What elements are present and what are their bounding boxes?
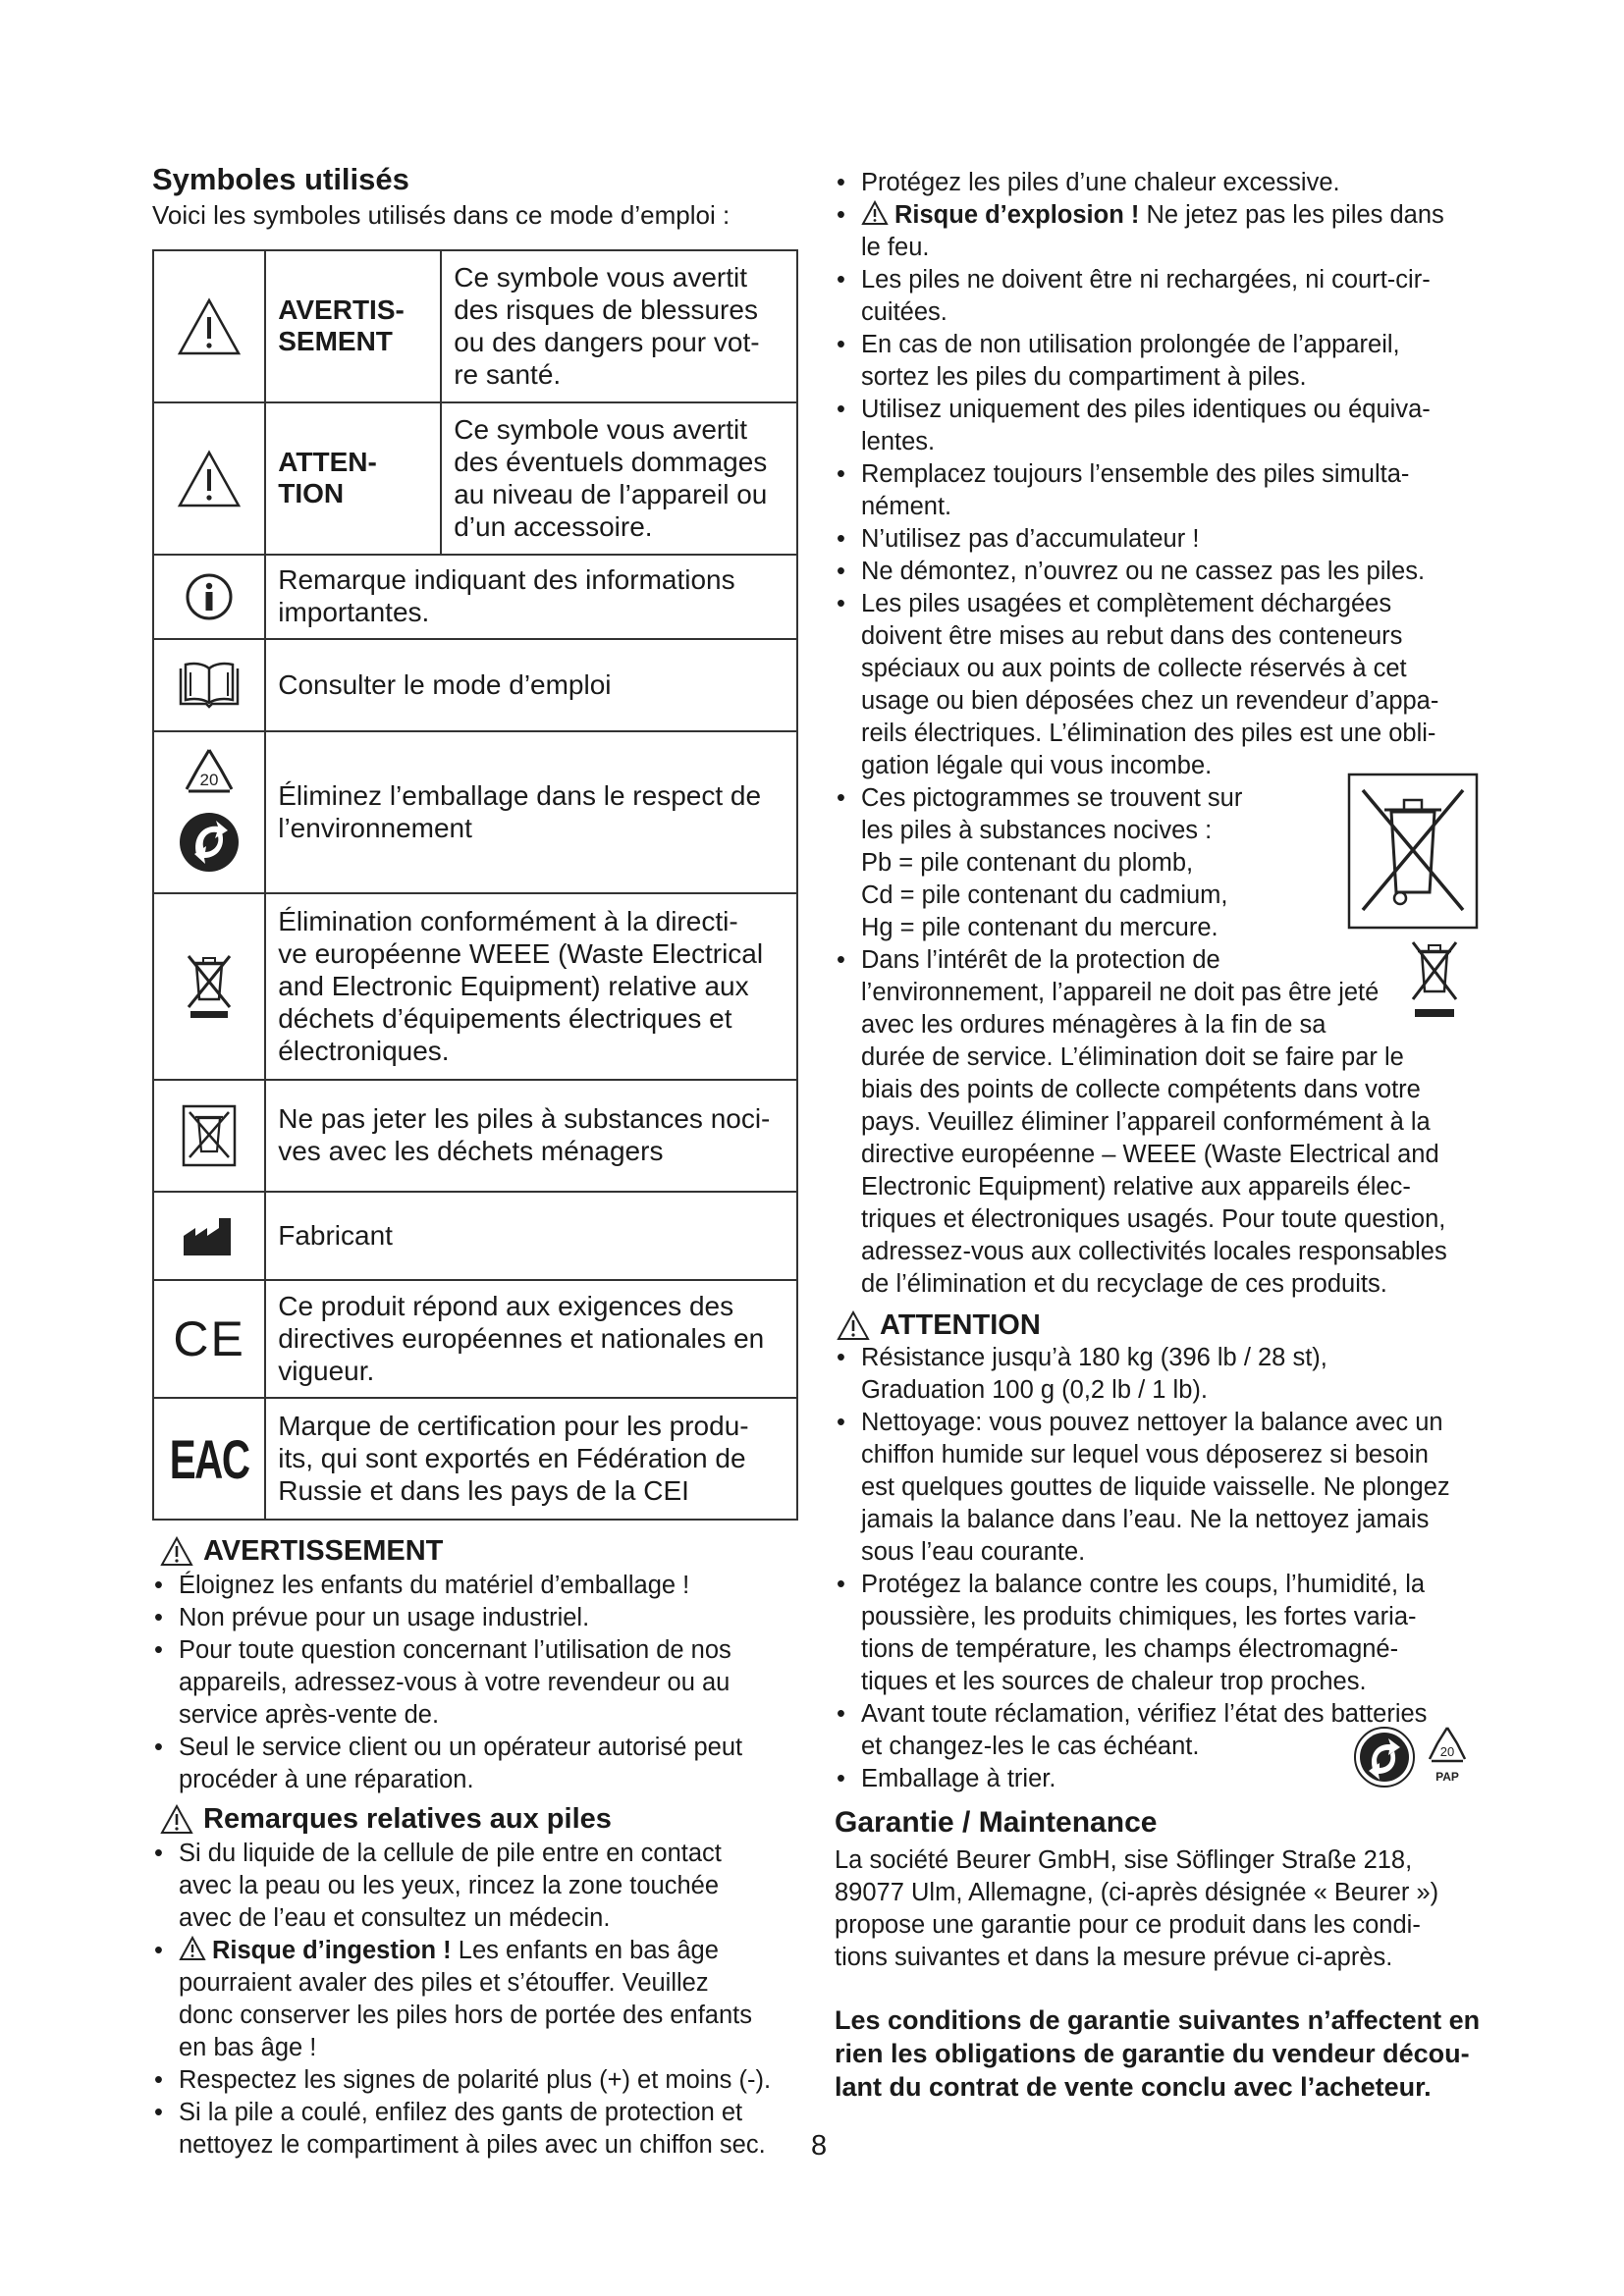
eac-mark: EAC (153, 1398, 265, 1520)
warning-label: AVERTIS- SEMENT (265, 250, 441, 402)
warning-triangle-icon (179, 1936, 206, 1961)
guarantee-heading: Garantie / Maintenance (835, 1806, 1158, 1839)
ce-mark: CE (153, 1280, 265, 1398)
attention-list (835, 1342, 1483, 1795)
recycle-symbols-icon (1345, 1720, 1483, 1794)
list-item: • Risque d’ingestion ! Les enfants en bas âge pourraient avaler des piles et s’étouffer. Veuillez donc conserver les piles hors de portée des enfants en bas âge ! (152, 1935, 800, 2064)
ce-description: Ce produit répond aux exigences des directives européennes et nationales en vigueur. (265, 1280, 797, 1398)
caution-description: Ce symbole vous avertit des éventuels dommages au niveau de l’appareil ou d’un accessoire. (441, 402, 797, 555)
guarantee-bold-paragraph: Les conditions de garantie suivantes n’affectent en rien les obligations de garantie du vendeur décou- lant du contrat de vente conclu avec l’acheteur. (835, 2005, 1481, 2102)
info-description: Remarque indiquant des informations importantes. (265, 555, 797, 639)
weee-bin-icon (153, 893, 265, 1080)
warning-triangle-icon (153, 250, 265, 402)
warning-triangle-icon (160, 1804, 193, 1835)
list-item: • Éloignez les enfants du matériel d’emballage ! (152, 1570, 800, 1602)
symbols-intro: Voici les symboles utilisés dans ce mode d’emploi : (152, 200, 731, 230)
manual-book-icon (153, 639, 265, 731)
warning-list (152, 1570, 800, 1796)
list-item: • Pour toute question concernant l’utilisation de nos appareils, adressez-vous à votre revendeur ou au service après-vente de. (152, 1634, 800, 1732)
table-row-manual (153, 639, 797, 731)
list-item: • N’utilisez pas d’accumulateur ! (835, 523, 1483, 556)
table-row-packaging (153, 731, 797, 893)
symbols-table (152, 249, 798, 1521)
eac-description: Marque de certification pour les produ- its, qui sont exportés en Fédération de Russie et dans les pays de la CEI (265, 1398, 797, 1520)
table-row-warning (153, 250, 797, 402)
weee-bin-icon (1409, 938, 1460, 1021)
table-row-caution (153, 402, 797, 555)
warning-description: Ce symbole vous avertit des risques de blessures ou des dangers pour vot- re santé. (441, 250, 797, 402)
list-item: • Si la pile a coulé, enfilez des gants de protection et nettoyez le compartiment à piles avec un chiffon sec. (152, 2097, 800, 2162)
list-item: • Les piles ne doivent être ni rechargées, ni court-cir- cuitées. (835, 264, 1483, 329)
svg-text:PAP: PAP (1435, 1770, 1459, 1784)
info-icon (153, 555, 265, 639)
table-row-ce (153, 1280, 797, 1398)
list-item: • Respectez les signes de polarité plus (+) et moins (-). (152, 2064, 800, 2097)
warning-triangle-icon (837, 1310, 870, 1341)
table-row-eac (153, 1398, 797, 1520)
weee-description: Élimination conformément à la directi- ve européenne WEEE (Waste Electrical and Electronic Equipment) relative aux déchets d’équipements électriques et électroniques. (265, 893, 797, 1080)
list-item: • Si du liquide de la cellule de pile entre en contact avec la peau ou les yeux, rincez la zone touchée avec de l’eau et consultez un médecin. (152, 1838, 800, 1935)
list-item: • Ne démontez, n’ouvrez ou ne cassez pas les piles. (835, 556, 1483, 588)
symbols-heading: Symboles utilisés (152, 162, 409, 196)
manual-description: Consulter le mode d’emploi (265, 639, 797, 731)
warning-triangle-icon (861, 200, 889, 226)
caution-triangle-icon (153, 402, 265, 555)
list-item: • Ces pictogrammes se trouvent sur les piles à substances nocives : Pb = pile contenant du plomb, Cd = pile contenant du cadmium, Hg = pile contenant du mercure. (835, 782, 1483, 944)
battery-bin-icon (153, 1080, 265, 1192)
batteries-description: Ne pas jeter les piles à substances noci- ves avec les déchets ménagers (265, 1080, 797, 1192)
list-item: • Emballage à trier. 20 PAP (835, 1763, 1483, 1795)
list-item: • Risque d’explosion ! Ne jetez pas les piles dans le feu. (835, 199, 1483, 264)
list-item: • Utilisez uniquement des piles identiques ou équiva- lentes. (835, 394, 1483, 458)
factory-icon (153, 1192, 265, 1280)
attention-heading: ATTENTION (837, 1308, 1483, 1342)
table-row-manufacturer (153, 1192, 797, 1280)
battery-list-continued (835, 167, 1483, 1301)
guarantee-paragraph: La société Beurer GmbH, sise Söflinger Straße 218, 89077 Ulm, Allemagne, (ci-après désignée « Beurer ») propose une garantie pour ce produit dans les condi- tions suivantes et dans la mesure prévue ci-après. (835, 1846, 1439, 1971)
packaging-description: Éliminez l’emballage dans le respect de l’environnement (265, 731, 797, 893)
table-row-info (153, 555, 797, 639)
list-item: • Protégez les piles d’une chaleur excessive. (835, 167, 1483, 199)
list-item: • Nettoyage: vous pouvez nettoyer la balance avec un chiffon humide sur lequel vous déposerez si besoin est quelques gouttes de liquide vaisselle. Ne plongez jamais la balance dans l’eau. Ne la nettoyez jamais sous l’eau courante. (835, 1407, 1483, 1569)
svg-text:20: 20 (199, 770, 219, 789)
list-item: • Avant toute réclamation, vérifiez l’état des batteries et changez-les le cas échéant. (835, 1698, 1483, 1763)
list-item: • Les piles usagées et complètement déchargées doivent être mises au rebut dans des conteneurs spéciaux ou aux points de collecte réservés à cet usage ou bien déposées chez un revendeur d’appa- reils électriques. L’élimination des piles est une obli- gation légale qui vous incombe. (835, 588, 1483, 782)
list-item: • Résistance jusqu’à 180 kg (396 lb / 28 st), Graduation 100 g (0,2 lb / 1 lb). (835, 1342, 1483, 1407)
battery-section-heading: Remarques relatives aux piles (160, 1802, 800, 1836)
packaging-recycle-icon (153, 731, 265, 893)
list-item: • Non prévue pour un usage industriel. (152, 1602, 800, 1634)
caution-label: ATTEN- TION (265, 402, 441, 555)
svg-text:20: 20 (1439, 1744, 1455, 1759)
list-item: • Remplacez toujours l’ensemble des piles simulta- nément. (835, 458, 1483, 523)
list-item: • Seul le service client ou un opérateur autorisé peut procéder à une réparation. (152, 1732, 800, 1796)
battery-bin-icon (1347, 773, 1479, 930)
warning-triangle-icon (160, 1536, 193, 1567)
list-item: • Dans l’intérêt de la protection de l’environnement, l’appareil ne doit pas être jeté avec les ordures ménagères à la fin de sa durée de service. L’élimination doit se faire par le biais des points de collecte compétents dans votre pays. Veuillez éliminer l’appareil conformément à la directive européenne – WEEE (Waste Electrical and Electronic Equipment) relative aux appareils élec- triques et électroniques usagés. Pour toute question, adressez-vous aux collectivités locales responsables de l’élimination et du recyclage de ces produits. (835, 944, 1483, 1301)
table-row-weee (153, 893, 797, 1080)
list-item: • Protégez la balance contre les coups, l’humidité, la poussière, les produits chimiques, les fortes varia- tions de température, les champs électromagné- tiques et les sources de chaleur trop proches. (835, 1569, 1483, 1698)
warning-section-heading: AVERTISSEMENT (160, 1534, 800, 1568)
table-row-batteries (153, 1080, 797, 1192)
left-column (152, 162, 800, 2162)
manufacturer-description: Fabricant (265, 1192, 797, 1280)
right-column (835, 167, 1483, 2104)
battery-list (152, 1838, 800, 2162)
list-item: • En cas de non utilisation prolongée de l’appareil, sortez les piles du compartiment à piles. (835, 329, 1483, 394)
page-number: 8 (811, 2130, 828, 2162)
